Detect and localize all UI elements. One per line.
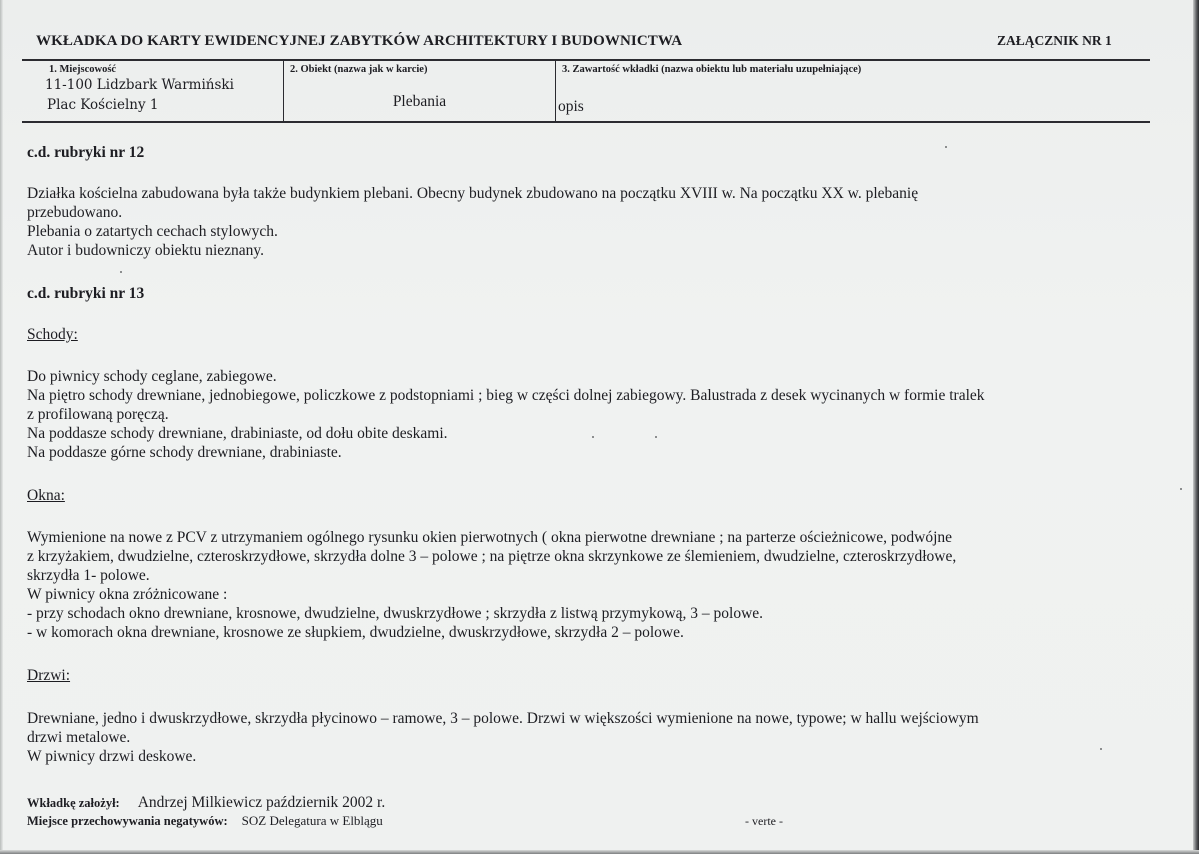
- text-line: Autor i budowniczy obiektu nieznany.: [27, 242, 265, 259]
- annex-number: ZAŁĄCZNIK NR 1: [997, 33, 1112, 48]
- locality-address-line2: Plac Kościelny 1: [47, 97, 159, 113]
- locality-cell: [22, 61, 283, 121]
- text-line: z profilowaną poręczą.: [27, 406, 169, 423]
- text-line: Plebania o zatartych cechach stylowych.: [27, 223, 278, 240]
- text-line: - przy schodach okno drewniane, krosnowe, dwudzielne, dwuskrzydłowe ; skrzydła z listwą przymykową, 3 – polowe.: [27, 605, 764, 622]
- section-13-heading: c.d. rubryki nr 13: [27, 285, 145, 302]
- text-line: Działka kościelna zabudowana była także budynkiem plebani. Obecny budynek zbudowano na początku XVIII w. Na początku XX w. plebanię: [27, 185, 919, 202]
- text-line: Drewniane, jedno i dwuskrzydłowe, skrzydła płycinowo – ramowe, 3 – polowe. Drzwi w większości wymienione na nowe, typowe; w hallu wejściowym: [27, 710, 979, 727]
- text-line: z krzyżakiem, dwudzielne, czteroskrzydłowe, skrzydła dolne 3 – polowe ; na piętrze okna skrzynkowe ze ślemieniem, dwudzielne, czteroskrzydłowe,: [27, 548, 957, 565]
- document-title: WKŁADKA DO KARTY EWIDENCYJNEJ ZABYTKÓW ARCHITEKTURY I BUDOWNICTWA: [36, 33, 683, 49]
- doors-text: [27, 709, 1137, 766]
- scan-speck: [592, 436, 594, 438]
- stairs-heading: Schody:: [27, 326, 78, 343]
- scan-edge-right: [1193, 0, 1199, 854]
- author-label: Wkładkę założył:: [27, 796, 120, 810]
- locality-label: 1. Miejscowość: [49, 64, 117, 75]
- negatives-line: [27, 812, 383, 830]
- text-line: przebudowano.: [27, 204, 123, 221]
- section-12-text: [27, 184, 1137, 260]
- text-line: Wymienione na nowe z PCV z utrzymaniem ogólnego rysunku okien pierwotnych ( okna pierwotne drewniane ; na parterze ościeżnicowe, podwójne: [27, 529, 953, 546]
- text-line: drzwi metalowe.: [27, 729, 131, 746]
- object-label: 2. Obiekt (nazwa jak w karcie): [290, 64, 428, 75]
- text-line: W piwnicy okna zróżnicowane :: [27, 586, 228, 603]
- verte-note: - verte -: [745, 814, 783, 828]
- negatives-label: Miejsce przechowywania negatywów:: [27, 814, 228, 828]
- insert-content-label: 3. Zawartość wkładki (nazwa obiektu lub materiału uzupełniające): [562, 64, 862, 75]
- doors-heading: Drzwi:: [27, 667, 71, 684]
- scan-edge-bottom: [0, 850, 1199, 854]
- windows-heading: Okna:: [27, 487, 65, 504]
- scan-speck: [120, 271, 122, 273]
- locality-address-line1: 11-100 Lidzbark Warmiński: [45, 77, 234, 93]
- section-12-heading: c.d. rubryki nr 12: [27, 144, 145, 161]
- scan-speck: [1180, 488, 1182, 490]
- scan-speck: [655, 436, 657, 438]
- text-line: W piwnicy drzwi deskowe.: [27, 748, 197, 765]
- negatives-value: SOZ Delegatura w Elblągu: [241, 813, 383, 828]
- scan-speck: [945, 146, 947, 148]
- insert-content-cell: [555, 61, 1150, 121]
- text-line: Na piętro schody drewniane, jednobiegowe, policzkowe z podstopniami ; bieg w części dolnej zabiegowy. Balustrada z desek wycinanych w formie tralek: [27, 387, 985, 404]
- windows-text: [27, 528, 1137, 642]
- text-line: - w komorach okna drewniane, krosnowe ze słupkiem, dwudzielne, dwuskrzydłowe, skrzydła 2 – polowe.: [27, 624, 684, 641]
- object-cell: [283, 61, 555, 121]
- author-line: [27, 794, 385, 812]
- text-line: Do piwnicy schody ceglane, zabiegowe.: [27, 368, 277, 385]
- insert-content-value: opis: [558, 98, 584, 115]
- text-line: Na poddasze górne schody drewniane, drabiniaste.: [27, 444, 342, 461]
- author-value: Andrzej Milkiewicz październik 2002 r.: [137, 794, 386, 811]
- scan-speck: [1100, 748, 1102, 750]
- scan-edge-left: [0, 0, 3, 854]
- stairs-text: [27, 367, 1137, 462]
- text-line: Na poddasze schody drewniane, drabiniaste, od dołu obite deskami.: [27, 425, 448, 442]
- header-table: [22, 59, 1150, 123]
- object-value: Plebania: [392, 93, 447, 110]
- text-line: skrzydła 1- polowe.: [27, 567, 150, 584]
